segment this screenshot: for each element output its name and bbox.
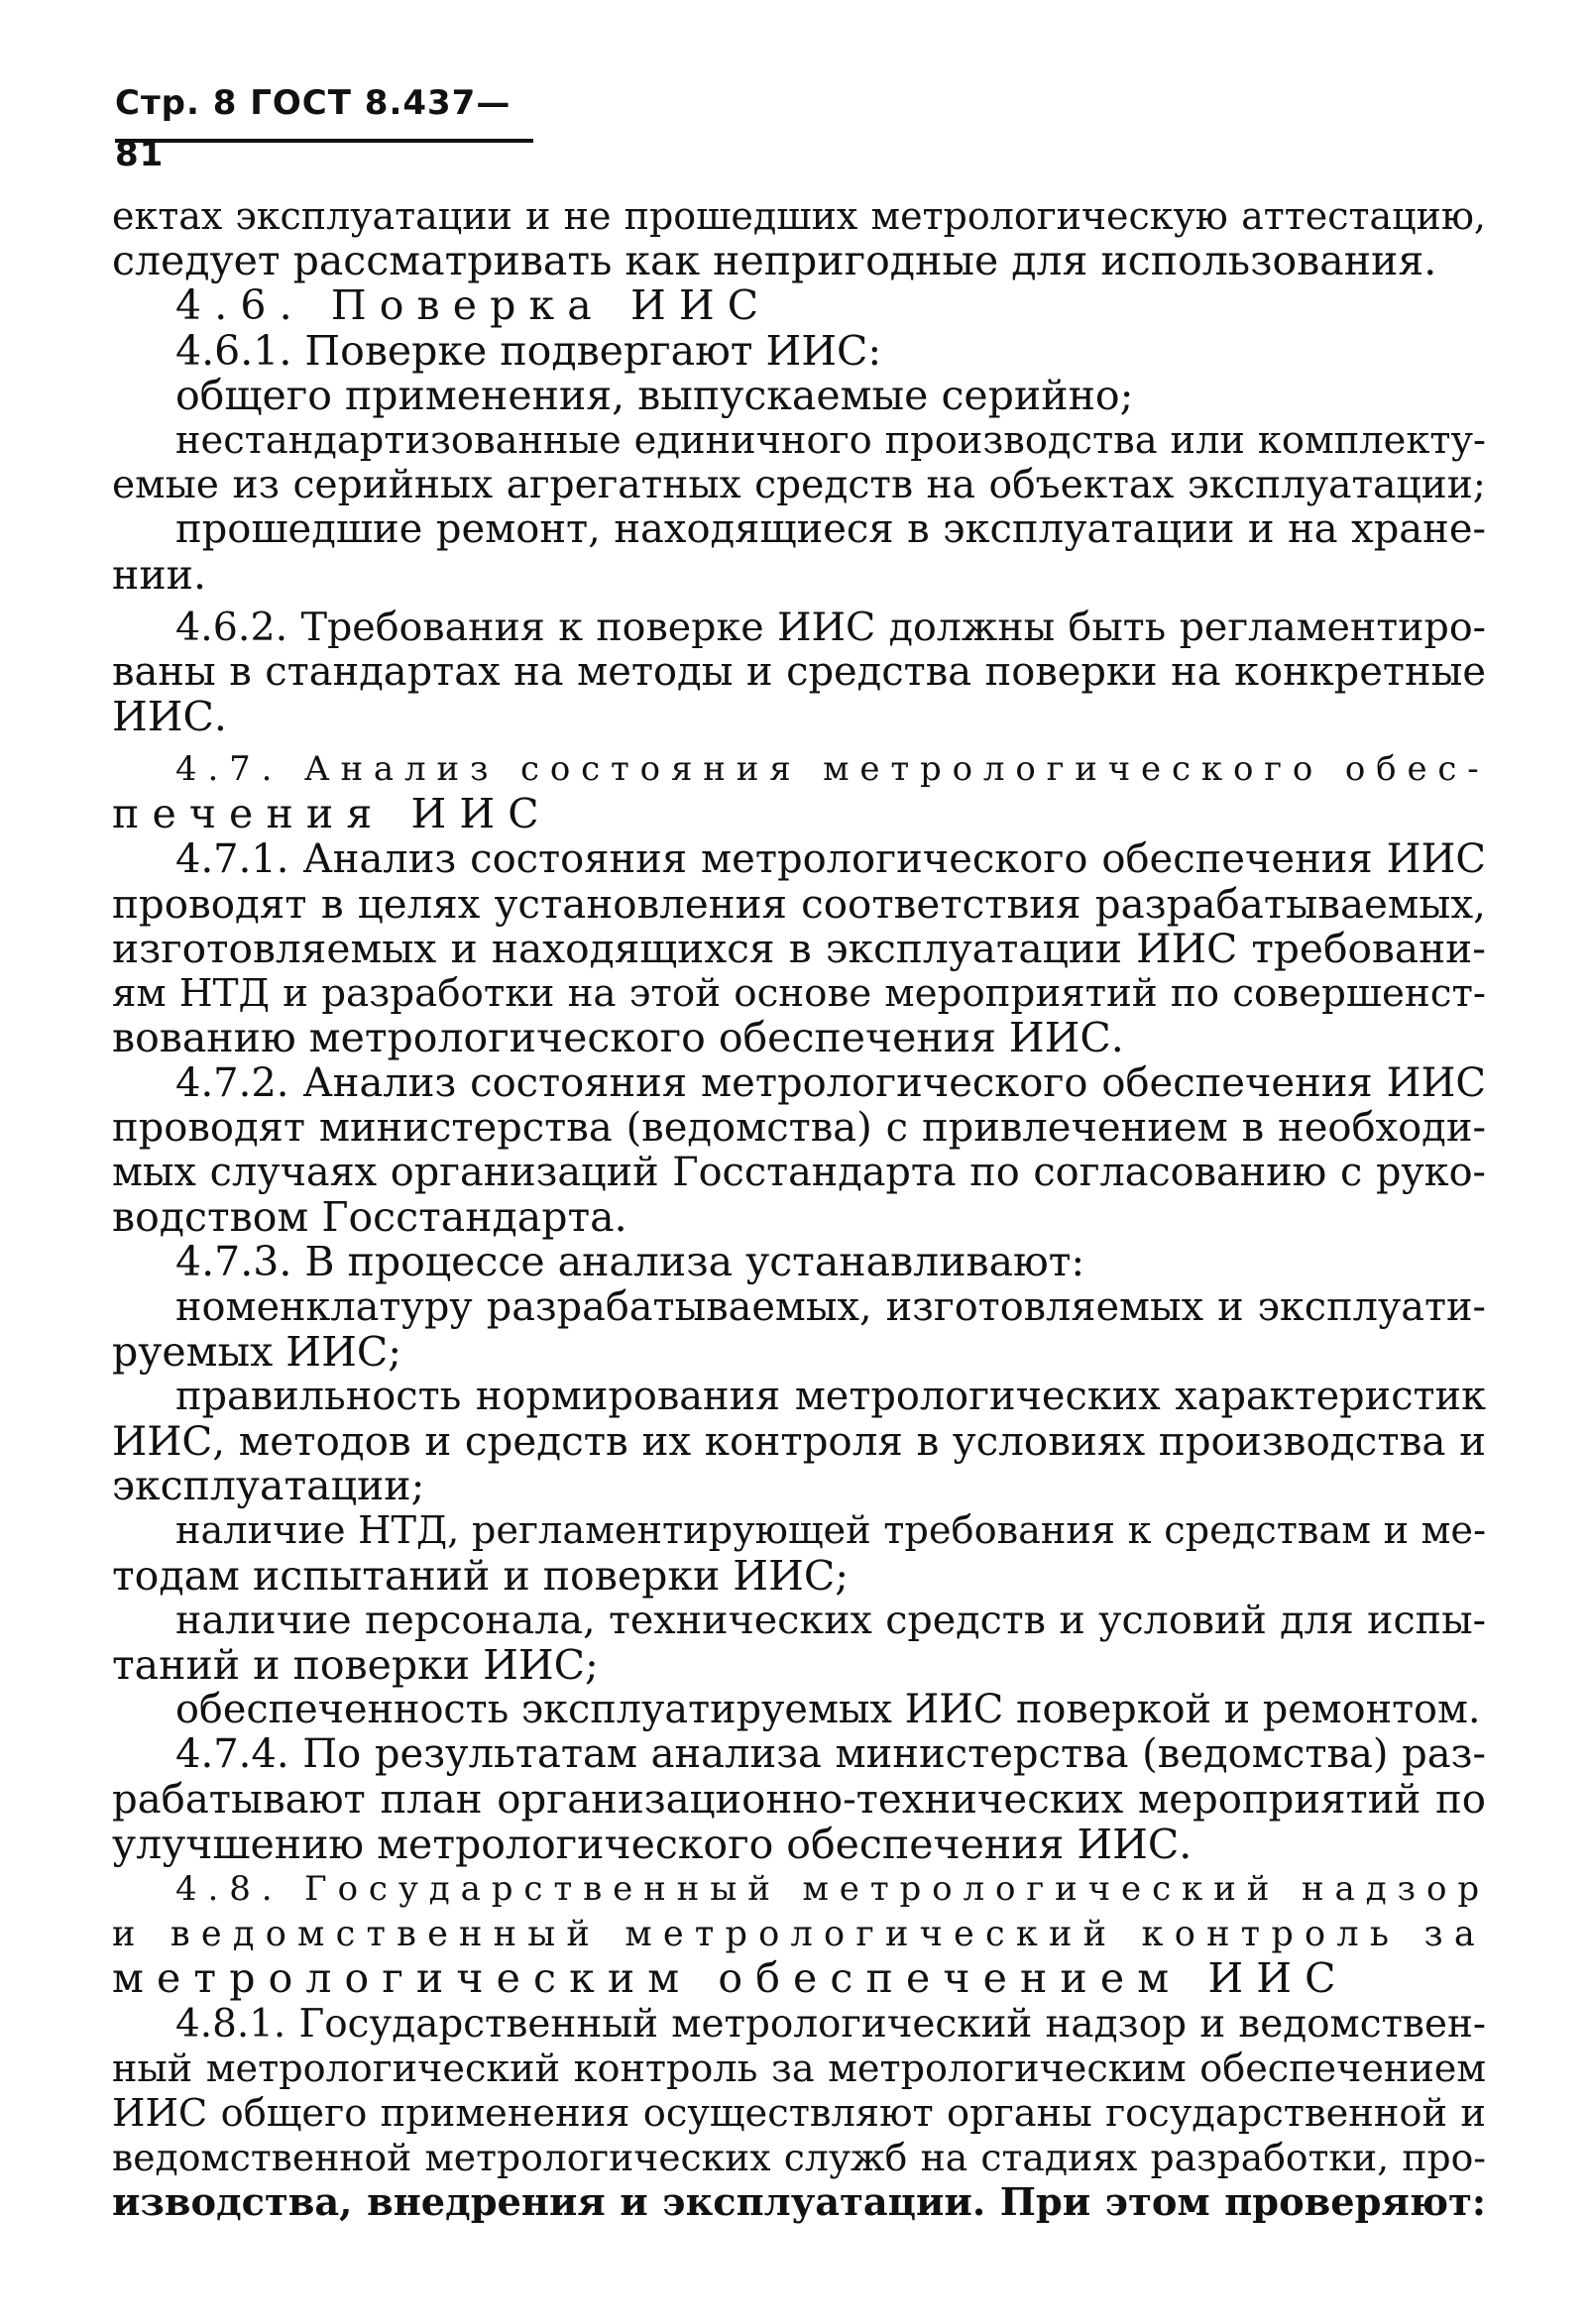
paragraph-line: ваны в стандартах на методы и средства поверки на конкретные bbox=[112, 648, 1486, 695]
list-item: таний и поверки ИИС; bbox=[112, 1641, 599, 1689]
paragraph-line: проводят в целях установления соответствия разрабатываемых, bbox=[112, 880, 1486, 928]
paragraph-line: 4.7.1. Анализ состояния метрологического обеспечения ИИС bbox=[175, 835, 1486, 882]
text-line: следует рассматривать как непригодные для использования. bbox=[112, 237, 1437, 285]
section-heading: метрологическим обеспечением ИИС bbox=[112, 1954, 1349, 2003]
paragraph-line: ИИС. bbox=[112, 693, 227, 741]
list-item: нестандартизованные единичного производства или комплекту- bbox=[175, 417, 1486, 463]
section-heading: и ведомственный метрологический контроль за bbox=[112, 1914, 1486, 1955]
paragraph-line: изводства, внедрения и эксплуатации. При этом проверяют: bbox=[112, 2180, 1486, 2226]
list-item: руемых ИИС; bbox=[112, 1327, 402, 1376]
paragraph-line: 4.8.1. Государственный метрологический надзор и ведомствен- bbox=[175, 2001, 1486, 2047]
section-heading: 4.6. Поверка ИИС bbox=[175, 281, 772, 330]
paragraph-line: водством Госстандарта. bbox=[112, 1193, 627, 1242]
clause-heading: 4.6.1. Поверке подвергают ИИС: bbox=[175, 326, 882, 375]
list-item: нии. bbox=[112, 550, 207, 599]
section-heading: 4.7. Анализ состояния метрологического обес- bbox=[175, 749, 1490, 790]
list-item: номенклатуру разрабатываемых, изготовляемых и эксплуати- bbox=[175, 1283, 1486, 1330]
list-item: наличие персонала, технических средств и условий для испы- bbox=[175, 1597, 1486, 1643]
list-item: правильность нормирования метрологических характеристик bbox=[175, 1373, 1486, 1419]
paragraph-line: 4.7.2. Анализ состояния метрологического обеспечения ИИС bbox=[175, 1059, 1486, 1106]
list-item: наличие НТД, регламентирующей требования к средствам и ме- bbox=[175, 1508, 1486, 1554]
list-item: тодам испытаний и поверки ИИС; bbox=[112, 1551, 850, 1600]
list-item: эксплуатации; bbox=[112, 1462, 425, 1510]
section-heading: печения ИИС bbox=[112, 790, 552, 838]
section-heading: 4.8. Государственный метрологический надзор bbox=[175, 1868, 1490, 1909]
document-body bbox=[112, 194, 1490, 2226]
list-item: обеспеченность эксплуатируемых ИИС поверкой и ремонтом. bbox=[175, 1687, 1481, 1733]
paragraph-line: вованию метрологического обеспечения ИИС. bbox=[112, 1014, 1124, 1062]
paragraph-line: ведомственной метрологических служб на стадиях разработки, про- bbox=[112, 2136, 1486, 2180]
list-item: ИИС, методов и средств их контроля в условиях производства и bbox=[112, 1418, 1486, 1466]
paragraph-line: проводят министерства (ведомства) с привлечением в необходи- bbox=[112, 1104, 1486, 1151]
paragraph-line: ный метрологический контроль за метрологическим обеспечением bbox=[112, 2046, 1486, 2090]
page-running-title: Стр. 8 ГОСТ 8.437—81 bbox=[115, 77, 533, 143]
paragraph-line: 4.7.4. По результатам анализа министерства (ведомства) раз- bbox=[175, 1731, 1486, 1778]
paragraph-line: изготовляемых и находящихся в эксплуатации ИИС требовани- bbox=[112, 925, 1486, 972]
list-item: общего применения, выпускаемые серийно; bbox=[175, 371, 1134, 419]
list-item: прошедшие ремонт, находящиеся в эксплуатации и на хране- bbox=[175, 506, 1486, 553]
text-line: ектах эксплуатации и не прошедших метрологическую аттестацию, bbox=[112, 194, 1486, 238]
clause-heading: 4.7.3. В процессе анализа устанавливают: bbox=[175, 1238, 1085, 1286]
list-item: емые из серийных агрегатных средств на объектах эксплуатации; bbox=[112, 463, 1486, 508]
paragraph-line: 4.6.2. Требования к поверке ИИС должны быть регламентиро- bbox=[175, 604, 1486, 650]
paragraph-line: улучшению метрологического обеспечения ИИС. bbox=[112, 1820, 1193, 1868]
paragraph-line: рабатывают план организационно-технических мероприятий по bbox=[112, 1776, 1486, 1823]
paragraph-line: мых случаях организаций Госстандарта по согласованию с руко- bbox=[112, 1149, 1486, 1195]
paragraph-line: ИИС общего применения осуществляют органы государственной и bbox=[112, 2090, 1486, 2136]
paragraph-line: ям НТД и разработки на этой основе мероприятий по совершенст- bbox=[112, 971, 1486, 1017]
